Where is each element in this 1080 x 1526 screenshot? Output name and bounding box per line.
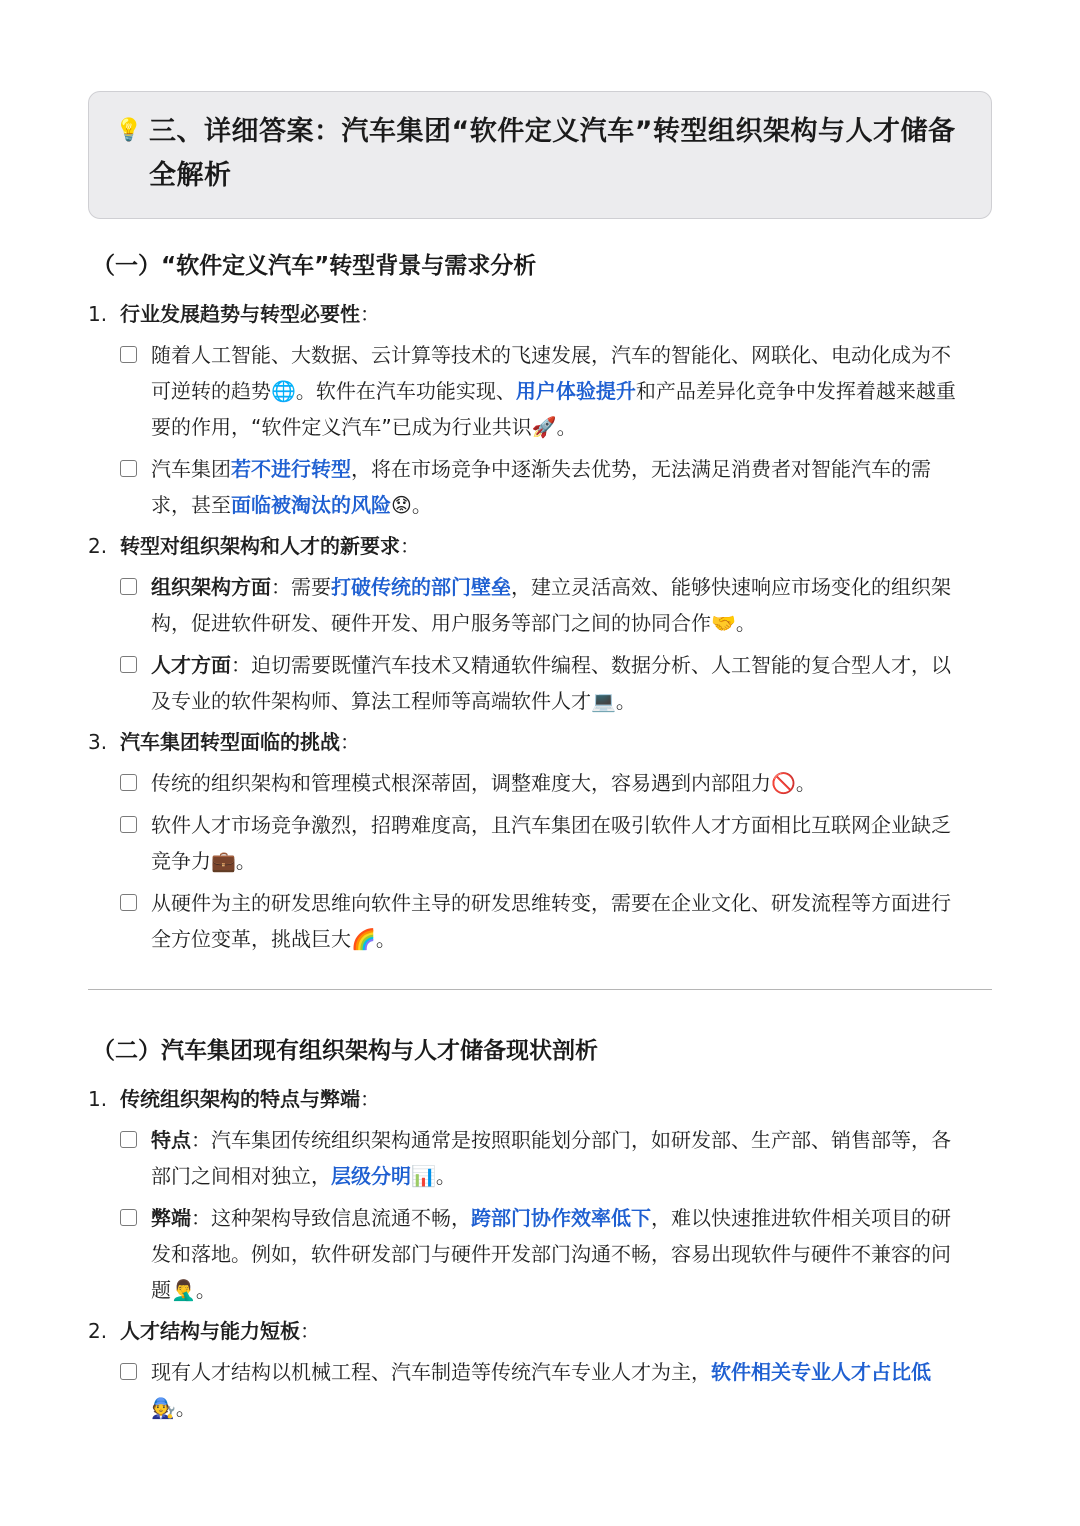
highlight-text: 打破传统的部门壁垒 (331, 575, 511, 599)
text-run: 和产品差异化竞争中发挥着越来越重要的作用，“软件定义汽车”已成为行业共识🚀。 (151, 379, 956, 439)
checkbox[interactable] (120, 346, 137, 363)
label-suffix: ： (360, 302, 380, 326)
checkbox[interactable] (120, 774, 137, 791)
task-text (151, 647, 957, 719)
label-suffix: ： (340, 730, 360, 754)
list-item (88, 1082, 992, 1308)
text-run: 现有人才结构以机械工程、汽车制造等传统汽车专业人才为主， (151, 1360, 711, 1384)
bold-lead: 弊端 (151, 1206, 191, 1230)
list-number: 1. (88, 302, 108, 326)
task-text (151, 1122, 957, 1194)
list-item-heading (88, 725, 992, 759)
checkbox[interactable] (120, 1131, 137, 1148)
text-run: 📊。 (411, 1164, 456, 1188)
task-text (151, 451, 957, 523)
checkbox[interactable] (120, 656, 137, 673)
checkbox[interactable] (120, 460, 137, 477)
text-run: 😟。 (391, 493, 432, 517)
task-list (88, 765, 992, 957)
document-page (88, 91, 992, 1432)
bold-lead: 人才方面 (151, 653, 231, 677)
task-item (120, 337, 992, 445)
checkbox[interactable] (120, 578, 137, 595)
task-list (88, 1122, 992, 1308)
list-item-heading (88, 529, 992, 563)
list-number: 1. (88, 1087, 108, 1111)
text-run: ，难以快速推进软件相关项目的研发和落地。例如，软件研发部门与硬件开发部门沟通不畅，容易出现软件与硬件不兼容的问题🤦‍♂️。 (151, 1206, 951, 1302)
list-item (88, 297, 992, 523)
list-item-label: 汽车集团转型面临的挑战 (120, 730, 340, 754)
list-item-heading (88, 1082, 992, 1116)
highlight-text: 软件相关专业人才占比低 (711, 1360, 931, 1384)
checkbox[interactable] (120, 1363, 137, 1380)
highlight-text: 层级分明 (331, 1164, 411, 1188)
list-item (88, 725, 992, 957)
section-divider (88, 989, 992, 990)
text-run: ：汽车集团传统组织架构通常是按照职能划分部门，如研发部、生产部、销售部等，各部门之间相对独立， (151, 1128, 951, 1188)
task-list (88, 569, 992, 719)
task-text (151, 337, 957, 445)
highlight-text: 跨部门协作效率低下 (471, 1206, 651, 1230)
numbered-list (88, 297, 992, 957)
task-item (120, 1122, 992, 1194)
task-list (88, 1354, 992, 1426)
task-item (120, 1354, 992, 1426)
task-item (120, 647, 992, 719)
text-run: ：需要 (271, 575, 331, 599)
task-text: 从硬件为主的研发思维向软件主导的研发思维转变，需要在企业文化、研发流程等方面进行全方位变革，挑战巨大🌈。 (151, 891, 951, 951)
text-run: ：这种架构导致信息流通不畅， (191, 1206, 471, 1230)
task-item (120, 1200, 992, 1308)
list-number: 2. (88, 534, 108, 558)
task-item (120, 569, 992, 641)
task-item (120, 765, 992, 801)
highlight-text: 用户体验提升 (515, 379, 636, 403)
checkbox[interactable] (120, 894, 137, 911)
checkbox[interactable] (120, 816, 137, 833)
list-item-label: 转型对组织架构和人才的新要求 (120, 534, 400, 558)
list-item-heading (88, 297, 992, 331)
list-item-label: 传统组织架构的特点与弊端 (120, 1087, 360, 1111)
list-item-label: 行业发展趋势与转型必要性 (120, 302, 360, 326)
text-run: 🧑‍🔧。 (151, 1396, 196, 1420)
task-item (120, 451, 992, 523)
list-item (88, 1314, 992, 1426)
task-item (120, 807, 992, 879)
list-number: 2. (88, 1319, 108, 1343)
text-run: ，将在市场竞争中逐渐失去优势，无法满足消费者对智能汽车的需求，甚至 (151, 457, 931, 517)
task-text (151, 1200, 957, 1308)
bold-lead: 特点 (151, 1128, 191, 1152)
list-item-heading (88, 1314, 992, 1348)
label-suffix: ： (400, 534, 420, 558)
task-text: 传统的组织架构和管理模式根深蒂固，调整难度大，容易遇到内部阻力🚫。 (151, 771, 816, 795)
label-suffix: ： (360, 1087, 380, 1111)
task-text (151, 569, 957, 641)
list-item-label: 人才结构与能力短板 (120, 1319, 300, 1343)
list-item (88, 529, 992, 719)
bold-lead: 组织架构方面 (151, 575, 271, 599)
section-heading: （一）“软件定义汽车”转型背景与需求分析 (92, 253, 537, 279)
task-list (88, 337, 992, 523)
page-title: 三、详细答案：汽车集团“软件定义汽车”转型组织架构与人才储备全解析 (149, 116, 956, 191)
highlight-text: 若不进行转型 (231, 457, 351, 481)
light-bulb-icon: 💡 (115, 118, 143, 143)
task-item (120, 885, 992, 957)
task-text (151, 1354, 957, 1426)
numbered-list (88, 1082, 992, 1426)
highlight-text: 面临被淘汰的风险 (231, 493, 391, 517)
section-heading: （二）汽车集团现有组织架构与人才储备现状剖析 (92, 1038, 598, 1064)
text-run: 汽车集团 (151, 457, 231, 481)
text-run: ，建立灵活高效、能够快速响应市场变化的组织架构，促进软件研发、硬件开发、用户服务等部门之间的协同合作🤝。 (151, 575, 951, 635)
label-suffix: ： (300, 1319, 320, 1343)
text-run: ：迫切需要既懂汽车技术又精通软件编程、数据分析、人工智能的复合型人才，以及专业的软件架构师、算法工程师等高端软件人才💻。 (151, 653, 951, 713)
text-run: 随着人工智能、大数据、云计算等技术的飞速发展，汽车的智能化、网联化、电动化成为不可逆转的趋势🌐。软件在汽车功能实现、 (151, 343, 951, 403)
list-number: 3. (88, 730, 108, 754)
title-card (88, 91, 992, 219)
checkbox[interactable] (120, 1209, 137, 1226)
task-text: 软件人才市场竞争激烈，招聘难度高，且汽车集团在吸引软件人才方面相比互联网企业缺乏竞争力💼。 (151, 813, 951, 873)
